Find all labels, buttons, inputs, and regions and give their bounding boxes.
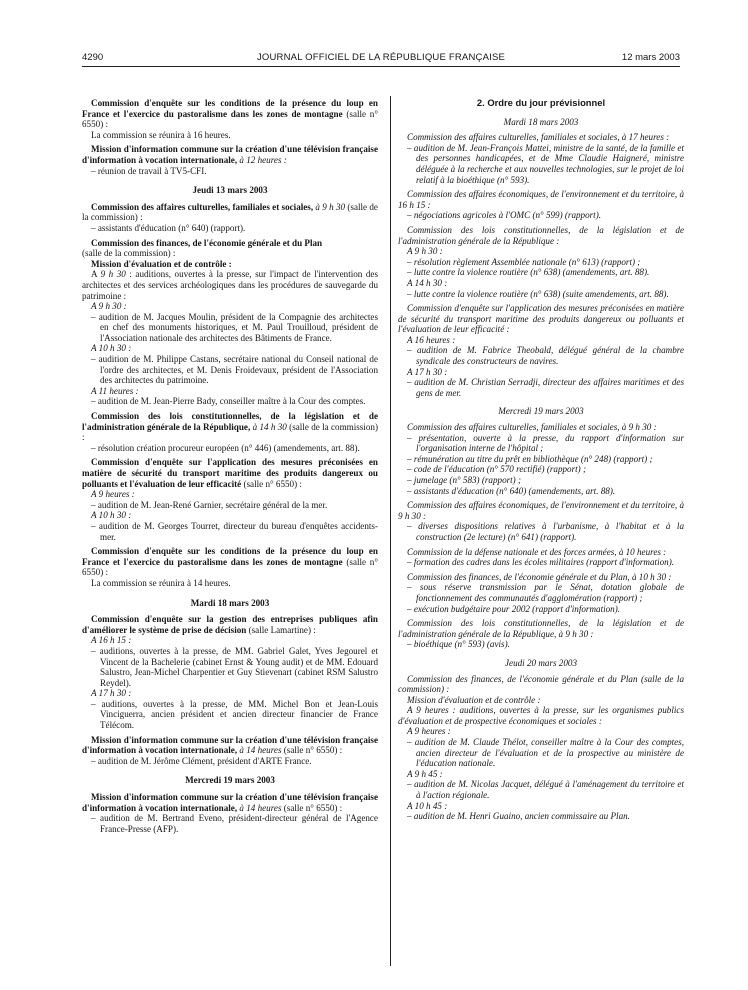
- agenda-item: – bioéthique (n° 593) (avis).: [407, 639, 510, 650]
- agenda-entry: Commission des affaires culturelles, familiales et sociales, à 9 h 30 :: [407, 422, 657, 433]
- agenda-item: – diverses dispositions relatives à l'urbanisme, à l'habitat et à la construction (2e lecture) (n° 641) (rapport).: [407, 521, 684, 542]
- agenda-line: La commission se réunira à 14 heures.: [91, 577, 231, 588]
- agenda-item: – audition de M. Jean-René Garnier, secrétaire général de la mer.: [91, 499, 328, 510]
- agenda-entry: Commission d'enquête sur l'application des mesures préconisées en matière de sécurité du transport maritime des produits dangereux ou polluants et l'évaluation de leur efficacité (salle n° 6550) :: [82, 457, 378, 489]
- agenda-entry: Commission d'enquête sur les conditions de la présence du loup en France et l'exercice du pastoralisme dans les zones de montagne (salle n° 6550) :: [82, 546, 378, 578]
- time-label: A 10 h 30 :: [91, 343, 132, 354]
- agenda-entry: Commission des affaires économiques, de l'environnement et du territoire, à 16 h 15 :: [398, 189, 684, 210]
- agenda-item: – audition de M. Bertrand Eveno, président-directeur général de l'Agence France-Presse (AFP).: [91, 813, 378, 834]
- agenda-item: – assistants d'éducation (n° 640) (rapport).: [91, 222, 246, 233]
- left-column: [82, 98, 378, 834]
- agenda-item: – audition de M. Jérôme Clément, président d'ARTE France.: [91, 755, 312, 766]
- time-label: A 10 h 30 :: [91, 510, 132, 521]
- agenda-item: – négociations agricoles à l'OMC (n° 599) (rapport).: [407, 210, 602, 221]
- agenda-entry: Commission d'enquête sur la gestion des entreprises publiques afin d'améliorer le système de prise de décision (salle Lamartine) :: [82, 614, 378, 635]
- agenda-entry: Commission des lois constitutionnelles, de la législation et de l'administration générale de la République :: [398, 224, 684, 246]
- agenda-item: – lutte contre la violence routière (n° 638) (amendements, art. 88).: [407, 267, 650, 278]
- agenda-entry: Commission de la défense nationale et des forces armées, à 10 heures :: [407, 546, 667, 557]
- agenda-item: – résolution création procureur européen (n° 446) (amendements, art. 88).: [91, 442, 360, 453]
- agenda-entry: Commission des lois constitutionnelles, de la législation et de l'administration générale de la République, à 14 h 30 (salle de la commission) :: [82, 411, 378, 443]
- agenda-item: – réunion de travail à TV5-CFI.: [91, 165, 207, 176]
- page-header: [82, 52, 680, 66]
- agenda-item: – audition de M. Nicolas Jacquet, délégué à l'aménagement du territoire et à l'action régionale.: [407, 779, 684, 801]
- time-label: A 9 h 30 :: [407, 246, 443, 257]
- agenda-item: – sous réserve transmission par le Sénat, dotation globale de fonctionnement des communautés d'agglomération (rapport) ;: [407, 582, 684, 603]
- mission-label: Mission d'évaluation et de contrôle :: [91, 258, 232, 269]
- date-heading: Mardi 18 mars 2003: [190, 597, 270, 608]
- agenda-item: – auditions, ouvertes à la presse, de MM. Michel Bon et Jean-Louis Vinciguerra, ancien président et ancien directeur financier de France Télécom.: [91, 698, 378, 731]
- section-heading: 2. Ordre du jour prévisionnel: [476, 97, 606, 108]
- time-label: A 14 h 30 :: [407, 277, 448, 288]
- right-column: [398, 98, 684, 822]
- agenda-entry: Mission d'information commune sur la création d'une télévision française d'information à vocation internationale, à 14 heures (salle n° 6550) :: [82, 792, 378, 813]
- agenda-item: – auditions, ouvertes à la presse, de MM. Gabriel Galet, Yves Jegourel et Vincent de la Bachelerie (cabinet Ernst & Young audit) et de MM. Edouard Salustro, Jean-Michel Charpentier et Guy Stievenart (cabinet RSM Salustro Reydel).: [91, 645, 378, 688]
- agenda-item: – audition de M. Georges Tourret, directeur du bureau d'enquêtes accidents-mer.: [91, 520, 378, 542]
- agenda-item: – formation des cadres dans les écoles militaires (rapport d'information).: [407, 557, 674, 568]
- agenda-room: (salle de la commission) :: [82, 248, 176, 259]
- date-heading: Mercredi 19 mars 2003: [498, 406, 584, 417]
- agenda-entry: Commission des finances, de l'économie générale et du Plan (salle de la commission) :: [398, 673, 684, 695]
- page-number: 4290: [82, 52, 104, 63]
- agenda-entry: Commission d'enquête sur les conditions de la présence du loup en France et l'exercice du pastoralisme dans les zones de montagne (salle n° 6550) :: [82, 98, 378, 130]
- header-rule: [82, 66, 680, 67]
- agenda-entry: Commission des affaires culturelles, familiales et sociales, à 17 heures :: [407, 132, 670, 143]
- agenda-item: – audition de M. Jean-François Mattei, ministre de la santé, de la famille et des personnes handicapées, et de Mme Claudie Haigneré, ministre déléguée à la recherche et aux nouvelles technologies, sur le projet de loi relatif à la bioéthique (n° 593).: [407, 142, 684, 185]
- mission-label: Mission d'évaluation et de contrôle :: [407, 694, 541, 705]
- agenda-item: – audition de M. Christian Serradji, directeur des affaires maritimes et des gens de mer.: [407, 377, 684, 398]
- agenda-item: – audition de M. Fabrice Theobald, délégué général de la chambre syndicale des constructeurs de navires.: [407, 345, 684, 367]
- agenda-item: – lutte contre la violence routière (n° 638) (suite amendements, art. 88).: [407, 288, 669, 299]
- time-label: A 9 h 45 :: [407, 768, 443, 779]
- agenda-item: – assistants d'éducation (n° 640) (amendements, art. 88).: [407, 485, 616, 496]
- agenda-item: – exécution budgétaire pour 2002 (rapport d'information).: [407, 603, 621, 614]
- date-heading: Jeudi 20 mars 2003: [505, 657, 577, 668]
- agenda-entry: Mission d'information commune sur la création d'une télévision française d'information à vocation internationale, à 12 heures :: [82, 144, 378, 165]
- agenda-entry: Commission des affaires économiques, de l'environnement et du territoire, à 9 h 30 :: [398, 500, 684, 521]
- time-label: A 17 h 30 :: [91, 688, 132, 699]
- date-heading: Jeudi 13 mars 2003: [192, 185, 268, 196]
- agenda-entry: Mission d'information commune sur la création d'une télévision française d'information à vocation internationale, à 14 heures (salle n° 6550) :: [82, 734, 378, 756]
- agenda-item: – audition de M. Jean-Pierre Bady, conseiller maître à la Cour des comptes.: [91, 396, 366, 407]
- agenda-item: – audition de M. Claude Thélot, conseiller maître à la Cour des comptes, ancien directeur de l'évaluation et de la prospective au ministère de l'éducation nationale.: [407, 737, 684, 769]
- agenda-item: – code de l'éducation (n° 570 rectifié) (rapport) ;: [407, 464, 586, 475]
- issue-date: 12 mars 2003: [621, 52, 680, 63]
- agenda-item: – jumelage (n° 583) (rapport) ;: [407, 475, 522, 485]
- time-label: A 16 heures :: [407, 334, 456, 345]
- agenda-item: – audition de M. Jacques Moulin, président de la Compagnie des architectes en chef des monuments historiques, et M. Paul Trouilloud, président de l'Association nationale des architectes des Bâtiments de France.: [91, 311, 378, 343]
- agenda-item: – audition de M. Philippe Castans, secrétaire national du Conseil national de l'ordre des architectes, et M. Denis Froidevaux, président de l'Association des architectes du patrimoine.: [91, 354, 378, 386]
- time-label: A 10 h 45 :: [407, 800, 448, 811]
- date-heading: Mardi 18 mars 2003: [503, 116, 579, 127]
- agenda-entry: Commission des finances, de l'économie générale et du Plan, à 10 h 30 :: [407, 571, 672, 582]
- agenda-item: – résolution règlement Assemblée nationale (n° 613) (rapport) ;: [407, 256, 641, 267]
- time-label: A 16 h 15 :: [91, 635, 132, 646]
- agenda-intro: A 9 heures : auditions, ouvertes à la presse, sur les organismes publics d'évaluation et de prospective économiques et sociales :: [398, 705, 684, 726]
- agenda-entry: Commission des affaires culturelles, familiales et sociales, à 9 h 30 (salle de la commission) :: [82, 201, 378, 223]
- time-label: A 9 h 30 :: [91, 301, 127, 312]
- agenda-entry: Commission des lois constitutionnelles, de la législation et de l'administration générale de la République, à 9 h 30 :: [398, 618, 684, 639]
- agenda-item: – audition de M. Henri Guaino, ancien commissaire au Plan.: [407, 811, 630, 822]
- agenda-line: La commission se réunira à 16 heures.: [91, 129, 231, 140]
- column-divider: [390, 96, 391, 966]
- time-label: A 17 h 30 :: [407, 366, 448, 377]
- journal-title: JOURNAL OFFICIEL DE LA RÉPUBLIQUE FRANÇAISE: [256, 52, 506, 63]
- time-label: A 11 heures :: [91, 385, 139, 396]
- agenda-intro: A 9 h 30 : auditions, ouvertes à la presse, sur l'impact de l'intervention des architectes et des services archéologiques dans les procédures de sauvegarde du patrimoine :: [82, 269, 378, 301]
- date-heading: Mercredi 19 mars 2003: [185, 775, 275, 786]
- agenda-entry: Commission des finances, de l'économie générale et du Plan: [91, 237, 323, 248]
- agenda-item: – rémunération au titre du prêt en bibliothèque (n° 248) (rapport) ;: [407, 453, 653, 464]
- time-label: A 9 heures :: [91, 489, 135, 500]
- agenda-item: – présentation, ouverte à la presse, du rapport d'information sur l'organisation interne de l'hôpital ;: [407, 432, 684, 454]
- agenda-entry: Commission d'enquête sur l'application des mesures préconisées en matière de sécurité du transport maritime des produits dangereux ou polluants et l'évaluation de leur efficacité :: [398, 303, 684, 335]
- time-label: A 9 heures :: [407, 726, 451, 737]
